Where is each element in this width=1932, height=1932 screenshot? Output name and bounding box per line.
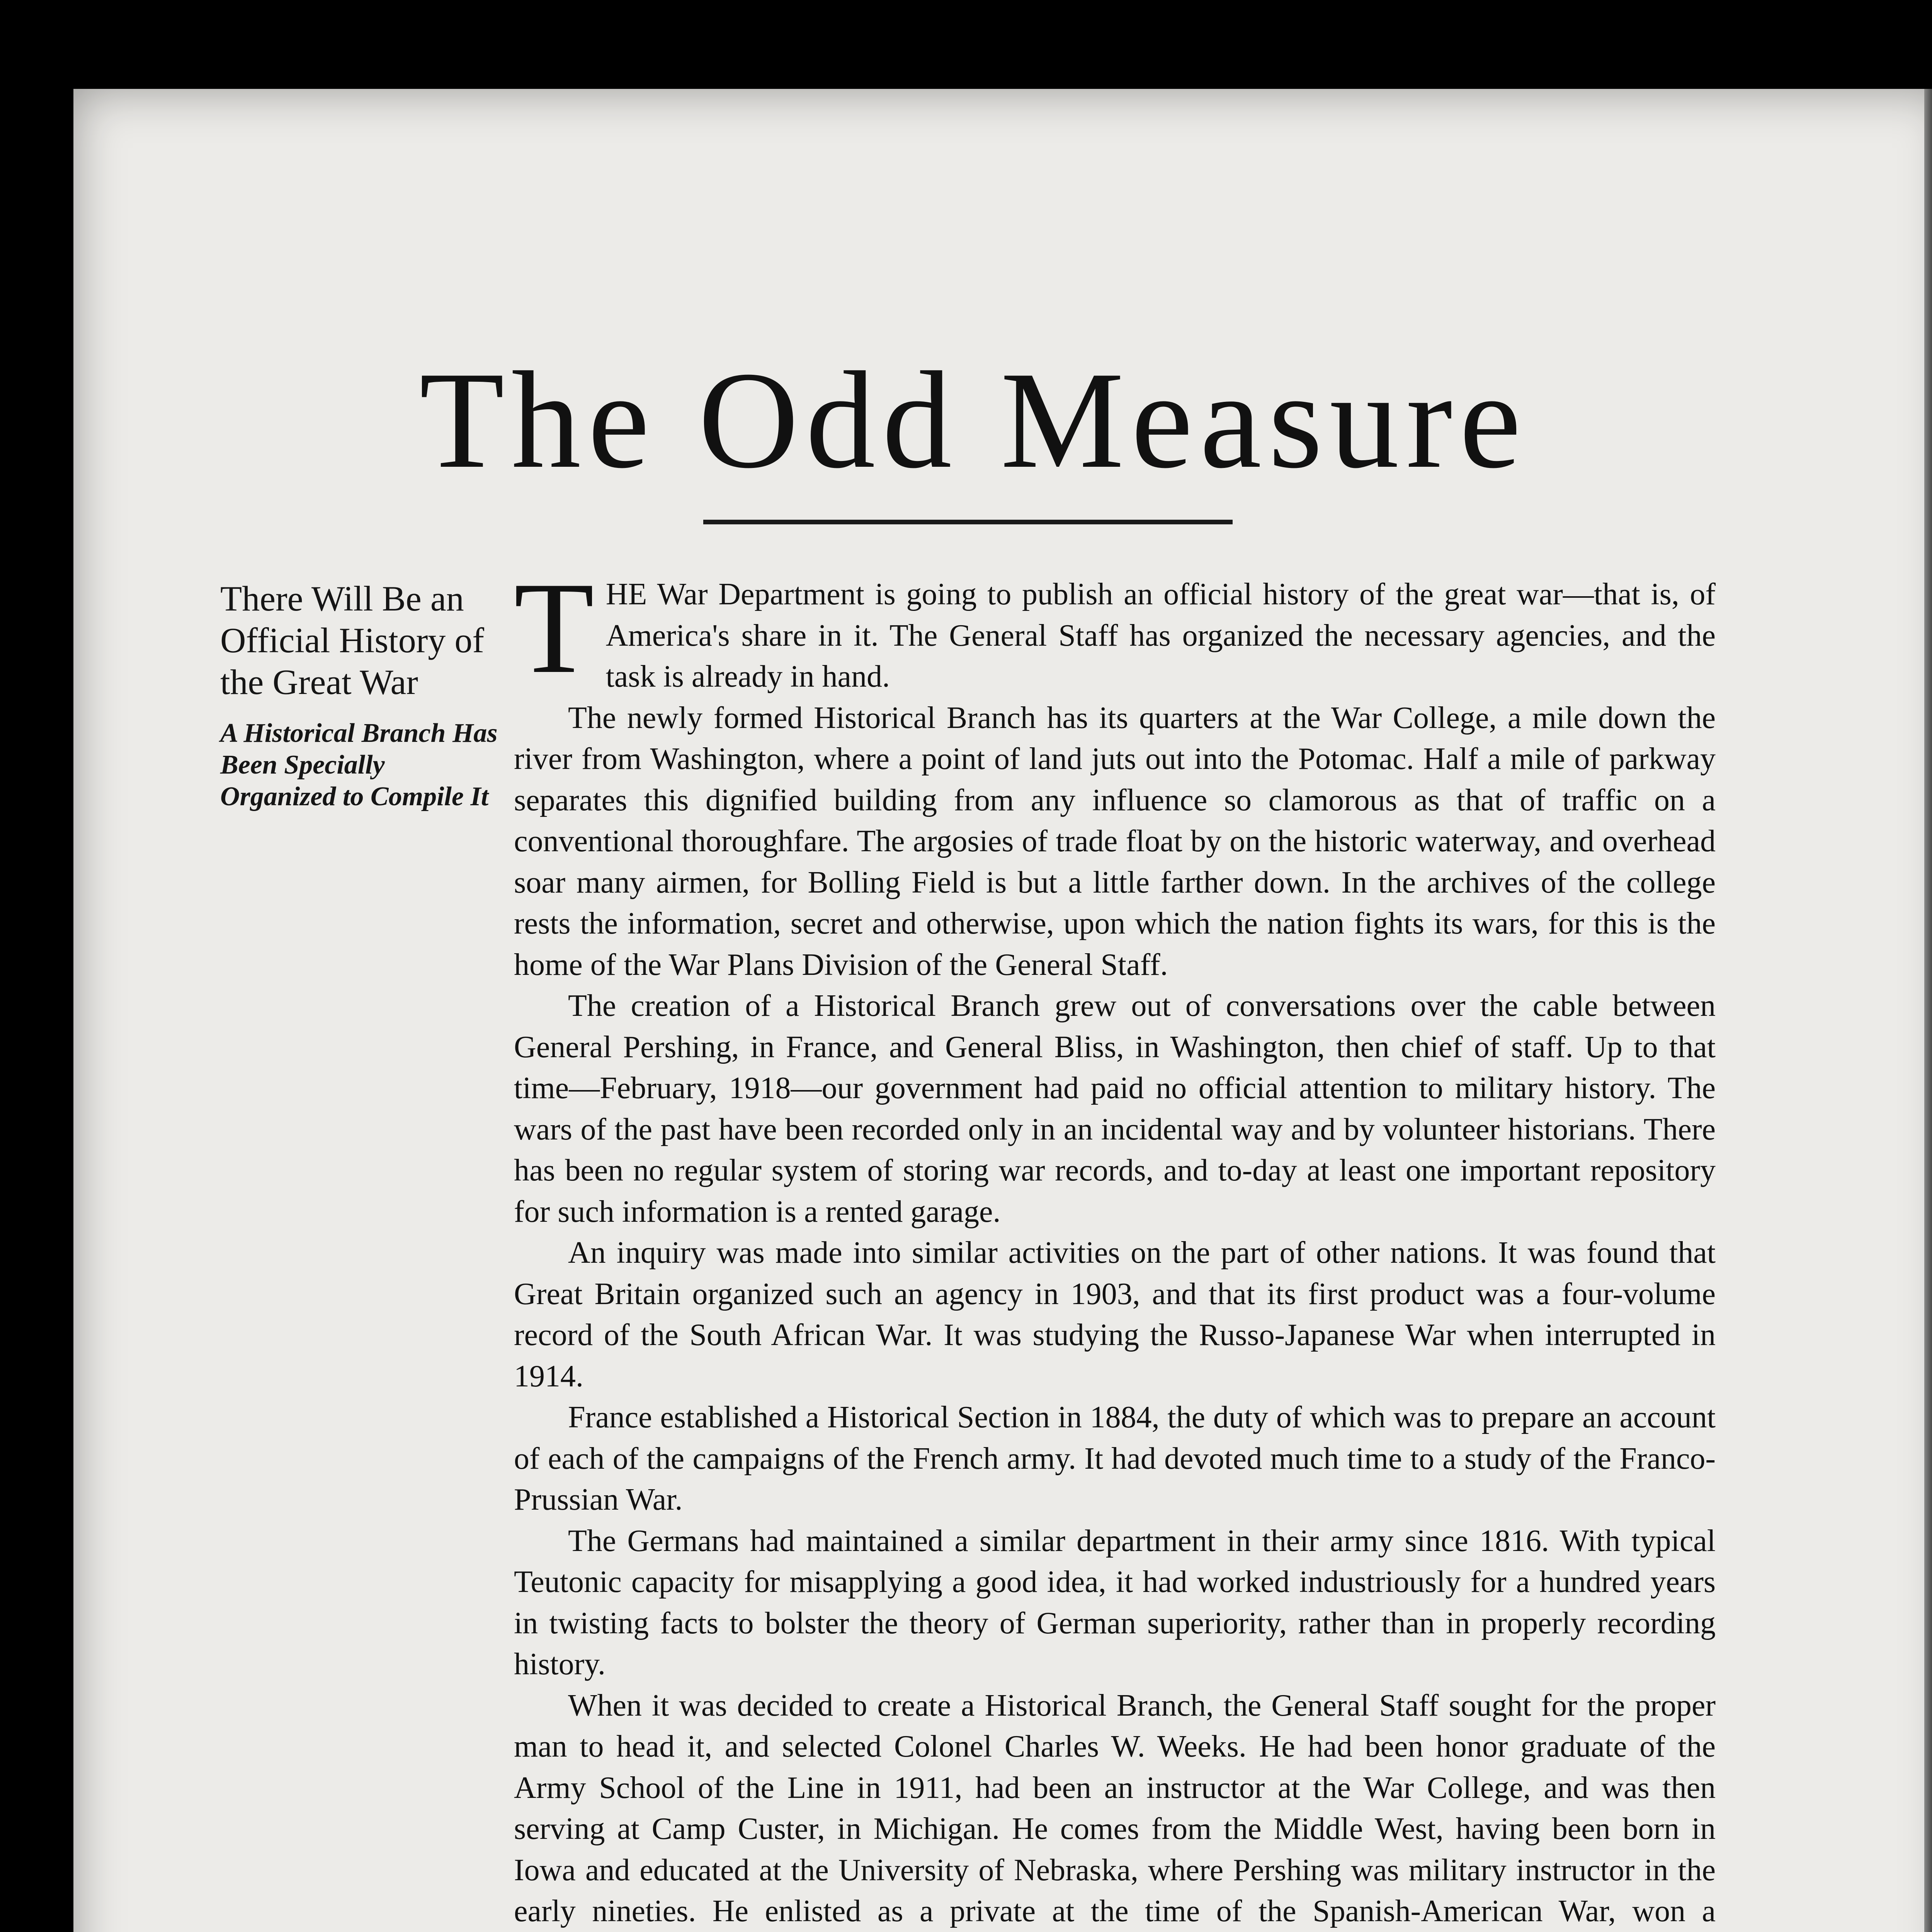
sidenote-subheading: A Historical Branch Has Been Specially Organized to Compile It [220, 718, 498, 811]
sidenote-heading: There Will Be an Official History of the Great War [220, 579, 485, 702]
article-paragraph: The creation of a Historical Branch grew out of conversations over the cable between General Pershing, in France, and General Bliss, in Washington, then chief of staff. Up to that time—February, 1918—our government had paid no official attention to military history. The wars of the past have been recorded only in an incidental way and by volunteer historians. There has been no regular system of storing war records, and to-day at least one important repository for such information is a rented garage. [514, 989, 1716, 1229]
title-divider [703, 520, 1233, 524]
article-paragraph: An inquiry was made into similar activities on the part of other nations. It was found that Great Britain organized such an agency in 1903, and that its first product was a four-volume record of the South African War. It was studying the Russo-Japanese War when interrupted in 1914. [514, 1236, 1716, 1393]
article-paragraph: France established a Historical Section in 1884, the duty of which was to prepare an account of each of the campaigns of the French army. It had devoted much time to a study of the Franco-Prussian War. [514, 1400, 1716, 1517]
article-paragraph: The Germans had maintained a similar department in their army since 1816. With typical Teutonic capacity for misapplying a good idea, it had worked industriously for a hundred years in twisting facts to bolster the theory of German superiority, rather than in properly recording history. [514, 1524, 1716, 1681]
sidenote [220, 578, 506, 813]
paragraph-text: HE War Department is going to publish an official history of the great war—that is, of America's share in it. The General Staff has organized the necessary agencies, and the task is already in hand. [605, 577, 1716, 694]
article-paragraph [514, 555, 1716, 701]
page-title: The Odd Measure [419, 343, 1528, 497]
article-paragraph: When it was decided to create a Historical Branch, the General Staff sought for the proper man to head it, and selected Colonel Charles W. Weeks. He had been honor graduate of the Army School of the Line in 1911, had been an instructor at the War College, and was then serving at Camp Custer, in Michigan. He comes from the Middle West, having been born in Iowa and educated at the University of Nebraska, where Pershing was military instructor in the early nineties. He enlisted as a private at the time of the Spanish-American War, won a [514, 1688, 1716, 1928]
article-paragraph: The newly formed Historical Branch has its quarters at the War College, a mile down the river from Washington, where a point of land juts out into the Potomac. Half a mile of parkway separates this dignified building from any influence so clamorous as that of traffic on a conventional thoroughfare. The argosies of trade float by on the historic waterway, and overhead soar many airmen, for Bolling Field is but a little farther down. In the archives of the college rests the information, secret and otherwise, upon which the nation fights its wars, for this is the home of the War Plans Division of the General Staff. [514, 701, 1716, 982]
article-body [514, 555, 1716, 1932]
drop-cap: T [514, 555, 594, 701]
